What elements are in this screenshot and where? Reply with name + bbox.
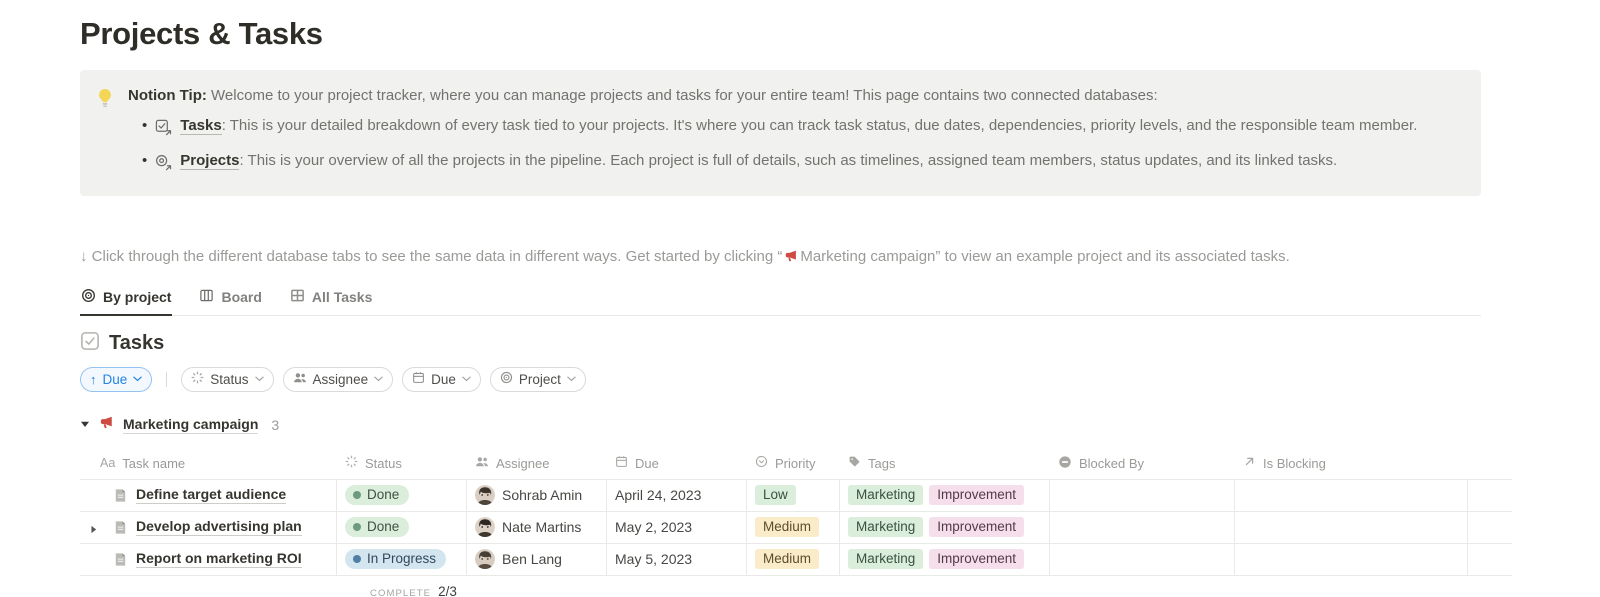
page-icon [113,552,129,567]
table-row[interactable] [80,544,1512,576]
notion-tip-callout [80,70,1481,196]
cell-blocked-by[interactable] [1050,512,1235,544]
avatar [475,517,495,537]
cell-is-blocking[interactable] [1235,512,1468,544]
megaphone-icon [99,415,114,435]
callout-intro-text: Welcome to your project tracker, where you can manage projects and tasks for your entire team! This page contains two connected databases: [206,87,1158,104]
tasks-database-icon [155,115,172,144]
tasks-table [80,448,1512,597]
bullet-text-projects [180,150,1337,173]
target-icon [81,288,96,306]
cell-is-blocking[interactable] [1235,480,1468,512]
cell-priority[interactable] [747,480,840,512]
tab-label: All Tasks [311,289,373,305]
cell-tags[interactable] [840,512,1050,544]
page-icon [113,488,129,503]
expand-row-icon[interactable] [89,521,98,537]
status-badge [345,517,409,537]
cell-spacer [1468,544,1512,576]
bullet-dot: • [142,116,148,134]
checkbox-icon [80,331,100,356]
database-title [80,331,1600,356]
complete-value: 2/3 [438,583,457,597]
cell-assignee[interactable] [467,512,607,544]
text-property-icon: Aa [100,456,116,470]
cell-status[interactable] [337,544,467,576]
status-dot [353,491,361,499]
filter-chip-assignee[interactable] [283,367,394,392]
column-header-assignee[interactable] [467,448,607,479]
callout-bullet-tasks [128,115,1417,144]
tag-badge: Marketing [848,517,923,537]
assignee-name: Nate Martins [502,519,582,535]
filter-chip-label: Project [518,371,561,387]
group-header-marketing-campaign [80,415,1600,435]
filter-bar [80,367,1600,392]
people-icon [293,371,307,388]
megaphone-icon [784,249,798,267]
page-title: Projects & Tasks [80,16,323,51]
table-header-row [80,448,1512,480]
cell-tags[interactable] [840,480,1050,512]
filter-chip-status[interactable] [181,367,273,392]
chevron-down-icon [255,376,264,382]
due-date: April 24, 2023 [615,487,702,503]
column-header-priority[interactable] [747,448,840,479]
tag-list [848,549,1024,569]
tag-badge: Improvement [929,549,1024,569]
cell-priority[interactable] [747,512,840,544]
callout-bullets [128,115,1417,179]
column-label: Blocked By [1079,455,1145,471]
tab-label: Board [221,289,262,305]
instruction-part1: ↓ Click through the different database tabs to see the same data in different ways. Get started by clicking “ [80,247,783,265]
callout-bullet-projects [128,150,1417,179]
column-label: Is Blocking [1263,455,1326,471]
column-header-blocked-by[interactable] [1050,448,1235,479]
tag-list [848,517,1024,537]
bullet-dot: • [142,152,148,169]
filter-chip-label: Due [431,371,456,387]
cell-priority[interactable] [747,544,840,576]
status-dot [353,555,361,563]
tag-badge: Improvement [929,485,1024,505]
filter-divider [166,372,167,387]
cell-blocked-by[interactable] [1050,544,1235,576]
priority-select-icon [755,455,768,471]
task-title[interactable]: Report on marketing ROI [136,550,302,566]
status-burst-icon [345,455,358,471]
avatar [475,549,495,569]
column-label: Assignee [496,455,550,471]
bullet-body-tasks: : This is your detailed breakdown of every task tied to your projects. It's where you can track task status, due dates, dependencies, priority levels, and the responsible team member. [221,116,1418,134]
chevron-down-icon [462,376,471,382]
column-label: Due [635,455,659,471]
tab-all-tasks[interactable] [289,284,373,315]
column-header-task-name[interactable] [80,448,337,479]
chevron-down-icon [133,376,142,382]
callout-body [128,85,1417,186]
column-label: Tags [868,455,896,471]
tab-label: By project [103,288,172,305]
status-label: In Progress [367,551,437,566]
blocked-icon [1058,455,1072,472]
board-icon [199,288,214,306]
tag-badge: Marketing [848,485,923,505]
sort-chip-due[interactable] [80,367,152,392]
filter-chip-label: Status [210,371,249,387]
cell-is-blocking[interactable] [1235,544,1468,576]
instruction-part2: ” to view an example project and its associated tasks. [935,247,1290,265]
cell-due[interactable] [607,512,747,544]
calendar-icon [412,371,425,387]
filter-chip-due[interactable] [402,367,481,392]
due-date: May 5, 2023 [615,551,693,567]
projects-database-icon [155,150,172,179]
filter-chip-project[interactable] [490,367,586,392]
callout-intro-bold: Notion Tip: [128,87,207,104]
column-label: Priority [775,455,816,471]
status-dot [353,523,361,531]
status-badge [345,549,446,569]
status-label: Done [367,519,400,534]
tags-icon [848,455,861,471]
chevron-down-icon [374,376,383,382]
table-footer-complete [80,576,1512,597]
marketing-campaign-mention[interactable]: Marketing campaign [800,247,936,265]
tasks-page-link[interactable]: Tasks [180,116,222,134]
cell-tags[interactable] [840,544,1050,576]
complete-label: COMPLETE [370,587,432,597]
projects-page-link[interactable]: Projects [180,152,240,169]
table-row[interactable] [80,512,1512,544]
cell-assignee[interactable] [467,480,607,512]
arrow-up-right-icon [1243,455,1256,471]
filter-chip-label: Assignee [312,371,369,387]
target-icon [500,371,513,387]
task-title[interactable]: Develop advertising plan [136,518,302,534]
calendar-icon [615,455,628,471]
priority-badge: Medium [755,517,819,537]
cell-blocked-by[interactable] [1050,480,1235,512]
tab-by-project[interactable] [80,284,172,316]
column-header-is-blocking[interactable] [1235,448,1468,479]
database-title-text: Tasks [109,331,165,354]
column-header-due[interactable] [607,448,747,479]
column-label: Task name [122,455,186,471]
instruction-text [80,248,1481,267]
priority-badge: Medium [755,549,819,569]
tag-badge: Improvement [929,517,1024,537]
cell-task-name[interactable] [80,512,337,544]
due-date: May 2, 2023 [615,519,693,535]
group-count: 3 [271,416,280,433]
column-label: Status [365,455,402,471]
cell-due[interactable] [607,480,747,512]
cell-status[interactable] [337,480,467,512]
sort-chip-label: Due [102,371,128,387]
cell-status[interactable] [337,512,467,544]
callout-intro [128,85,1417,108]
page-icon [113,520,129,535]
cell-task-name[interactable] [80,544,337,576]
lightbulb-icon [94,85,116,186]
tab-board[interactable] [198,284,262,315]
tag-badge: Marketing [848,549,923,569]
cell-task-name[interactable] [80,480,337,512]
cell-due[interactable] [607,544,747,576]
tag-list [848,485,1024,505]
table-row[interactable] [80,480,1512,512]
bullet-text-tasks [180,115,1417,138]
task-title[interactable]: Define target audience [136,486,287,502]
table-icon [290,288,305,306]
arrow-up-icon: ↑ [90,371,97,387]
status-label: Done [367,487,400,502]
bullet-body-projects: : This is your overview of all the projects in the pipeline. Each project is full of details, such as timelines, assigned team members, status updates, and its linked tasks. [239,152,1338,169]
assignee-name: Ben Lang [502,551,562,567]
status-badge [345,485,409,505]
assignee-name: Sohrab Amin [502,487,583,503]
avatar [475,485,495,505]
priority-badge: Low [755,485,796,505]
database-view-tabs [80,284,1481,316]
column-header-status[interactable] [337,448,467,479]
cell-spacer [1468,480,1512,512]
column-header-spacer [1468,448,1512,479]
group-name[interactable]: Marketing campaign [123,415,259,432]
people-icon [475,455,489,472]
cell-spacer [1468,512,1512,544]
chevron-down-icon [567,376,576,382]
collapse-toggle-icon[interactable] [80,416,90,434]
column-header-tags[interactable] [840,448,1050,479]
status-burst-icon [191,371,204,387]
cell-assignee[interactable] [467,544,607,576]
